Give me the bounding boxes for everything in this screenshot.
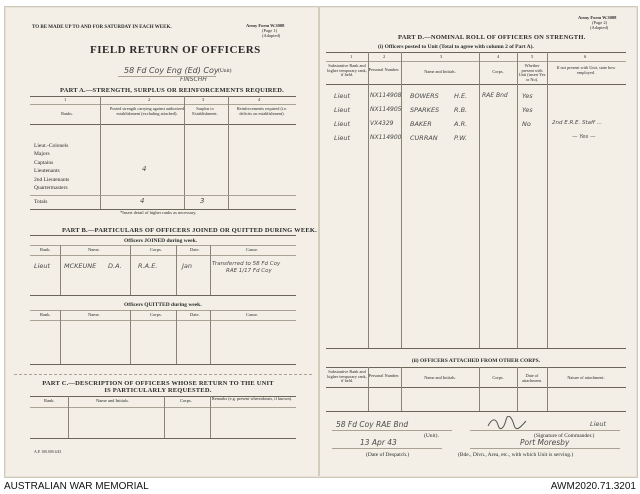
d-row-present: No [522, 120, 531, 128]
joined-vline-2 [130, 245, 131, 295]
joined-header-rule [30, 255, 296, 256]
part-a-vline-3 [228, 96, 229, 210]
d-row-rank: Lieut [334, 120, 351, 128]
d-row-name: SPARKES [410, 106, 440, 114]
d-header-number: Personal Number. [368, 67, 400, 72]
rank-2nd-lieutenants: 2nd Lieutenants [34, 177, 70, 183]
d-row-employed: — Yes — [572, 134, 596, 140]
d-row-rank: Lieut [334, 106, 351, 114]
joined-cause: Transferred to 58 Fd Coy [212, 261, 281, 267]
unit-label-p2: (Unit). [424, 433, 439, 439]
rank-lieutenants: Lieutenants [34, 168, 60, 174]
joined-header-cause: Cause. [246, 247, 259, 252]
quitted-title-rule [30, 310, 296, 311]
header-posted: Posted strength carrying against authorized establishment (excluding attached). [109, 106, 185, 116]
joined-initials: D.A. [108, 262, 122, 270]
joined-name: MCKEUNE [64, 262, 97, 270]
date-label: (Date of Despatch.) [366, 452, 410, 458]
d-vline-5 [547, 52, 548, 348]
lieutenants-count: 4 [142, 165, 147, 173]
rank-captains: Captains [34, 160, 54, 166]
page-title: FIELD RETURN OF OFFICERS [90, 44, 261, 56]
d2-header-number: Personal Number. [368, 373, 400, 378]
d-col-6: 6 [584, 54, 587, 59]
part-a-header-rule [30, 124, 296, 125]
part-d-sub-ii: (ii) OFFICERS ATTACHED FROM OTHER CORPS. [411, 358, 541, 364]
d-row-number: NX114905 [370, 106, 402, 113]
part-d-title: PART D.—NOMINAL ROLL OF OFFICERS ON STRENGTH. [398, 34, 586, 41]
army-form-number: Army Form W.3008 [246, 23, 285, 28]
d-header-rank: Substantive Rank and higher temporary rank, if held. [327, 63, 367, 78]
part-c-header-name: Name and Initials. [96, 398, 130, 403]
page-fold [318, 6, 320, 476]
quitted-vline-2 [130, 310, 131, 364]
part-c-header-corps: Corps. [180, 398, 192, 403]
army-form-number-p2: Army Form W.3008 [578, 15, 617, 20]
quitted-vline-1 [60, 310, 61, 364]
page-number-p2: (Page 2) [592, 20, 608, 25]
part-c-header-rank: Rank. [44, 398, 55, 403]
d-col-2: 2 [383, 54, 386, 59]
joined-bottom-rule [30, 295, 296, 296]
d-col-3: 3 [440, 54, 443, 59]
top-note: TO BE MADE UP TO AND FOR SATURDAY IN EACH WEEK. [32, 25, 172, 30]
d-col-1: 1 [350, 54, 353, 59]
part-c-vline-1 [68, 396, 69, 438]
d2-vline-4 [517, 367, 518, 411]
part-c-separator [14, 374, 312, 375]
d-row-number: VX4329 [370, 120, 394, 127]
d-row-present: Yes [522, 92, 533, 100]
location-underline [470, 448, 620, 449]
part-c-title: PART C.—DESCRIPTION OF OFFICERS WHOSE RETURN TO THE UNIT IS PARTICULARLY REQUESTED. [42, 380, 274, 394]
d-bottom-rule [326, 348, 626, 349]
part-d-top-rule [326, 52, 626, 53]
d-row-initials: H.E. [454, 92, 468, 100]
print-code: A.P. 100.000 4/43 [34, 450, 62, 454]
commander-signature [486, 416, 528, 430]
header-reinforcements: Reinforcements required (i.e. deficits on establishment). [236, 106, 288, 116]
d-header-present: Whether present with Unit (insert Yes or No). [518, 63, 546, 83]
part-b-top-rule [30, 235, 296, 236]
quitted-vline-3 [176, 310, 177, 364]
d-row-name: CURRAN [410, 134, 438, 142]
d-col-4: 4 [497, 54, 500, 59]
d-col-5: 5 [531, 54, 534, 59]
page-number: (Page 1) [262, 28, 278, 33]
d-row-rank: Lieut [334, 92, 351, 100]
date-underline [332, 448, 442, 449]
d-col-num-rule [326, 61, 626, 62]
d-row-present: Yes [522, 106, 533, 114]
d2-header-corps: Corps. [492, 375, 504, 380]
adapted-note: (Adapted) [262, 33, 281, 38]
d2-vline-1 [368, 367, 369, 411]
part-c-bottom-rule [30, 438, 296, 439]
joined-header-date: Date. [190, 247, 200, 252]
d2-vline-2 [401, 367, 402, 411]
quitted-title: Officers QUITTED during week. [124, 302, 202, 308]
d-vline-4 [517, 52, 518, 348]
quitted-header-corps: Corps. [150, 312, 162, 317]
d-header-rule [326, 84, 626, 85]
signature-label: (Signature of Commander.) [534, 433, 595, 439]
part-d-sub-i: (i) Officers posted to Unit (Total to agree with column 2 of Part A). [378, 44, 534, 50]
d2-vline-3 [479, 367, 480, 411]
part-a-col-1: 1 [64, 97, 67, 102]
d-row-rank: Lieut [334, 134, 351, 142]
joined-corps: R.A.E. [138, 262, 158, 270]
signature-rank: Lieut [590, 420, 607, 428]
joined-title-rule [30, 245, 296, 246]
rank-quartermasters: Quartermasters [34, 185, 68, 191]
joined-header-name: Name. [88, 247, 100, 252]
unit-underline-p2 [332, 430, 452, 431]
d-row-initials: P.W. [454, 134, 468, 142]
caption-accession: AWM2020.71.3201 [550, 481, 636, 492]
unit-handwritten-p2: 58 Fd Coy RAE Bnd [336, 420, 409, 429]
d2-header-rule [326, 387, 626, 388]
d-header-name: Name and Initials. [424, 69, 456, 74]
joined-date: Jan [182, 262, 193, 270]
part-a-col-3: 3 [202, 97, 205, 102]
part-a-title: PART A.—STRENGTH, SURPLUS OR REINFORCEMENTS REQUIRED. [60, 87, 284, 94]
d2-top-rule [326, 367, 626, 368]
d2-vline-5 [547, 367, 548, 411]
d-header-employed: If not present with Unit, state how employed. [556, 65, 616, 75]
totals-rule [30, 195, 296, 196]
quitted-header-date: Date. [190, 312, 200, 317]
part-a-num-rule [30, 104, 296, 105]
joined-vline-3 [176, 245, 177, 295]
d-vline-3 [479, 52, 480, 348]
d2-header-nature: Nature of attachment. [567, 375, 605, 380]
part-c-header-rule [30, 407, 296, 408]
caption-institution: AUSTRALIAN WAR MEMORIAL [4, 481, 149, 492]
location-label: (Bde., Divn., Area, etc., with which Unit is serving.) [458, 452, 574, 458]
location-handwritten: Port Moresby [520, 438, 570, 447]
total-surplus: 3 [200, 197, 205, 205]
unit-handwritten-2: FINSCHH [180, 76, 207, 83]
part-c-header-remarks: Remarks (e.g. present whereabouts, if known). [211, 396, 293, 401]
d-row-corps: RAE Bnd [482, 92, 508, 99]
part-b-bottom-rule [30, 364, 296, 365]
d2-header-rank: Substantive Rank and higher temporary rank, if held. [327, 369, 367, 384]
d-header-corps: Corps. [492, 69, 504, 74]
date-handwritten: 13 Apr 43 [360, 438, 397, 447]
part-a-top-rule [30, 96, 296, 97]
joined-header-corps: Corps. [150, 247, 162, 252]
d2-header-date: Date of attachment. [522, 373, 542, 383]
d-row-initials: A.R. [454, 120, 468, 128]
joined-vline-4 [210, 245, 211, 295]
d-row-name: BAKER [410, 120, 432, 128]
totals-label: Totals [34, 199, 48, 205]
joined-header-rank: Rank. [40, 247, 51, 252]
quitted-header-name: Name. [88, 312, 100, 317]
d-row-employed: 2nd E.R.E. Staff ... [552, 120, 602, 126]
part-b-title: PART B.—PARTICULARS OF OFFICERS JOINED OR QUITTED DURING WEEK. [62, 227, 318, 234]
joined-title: Officers JOINED during week. [124, 238, 198, 244]
header-ranks: Ranks. [61, 111, 73, 116]
part-a-col-2: 2 [148, 97, 151, 102]
quitted-header-rule [30, 320, 296, 321]
d-row-number: NX114908 [370, 92, 402, 99]
d-row-initials: R.B. [454, 106, 468, 114]
d-vline-1 [368, 52, 369, 348]
part-a-col-4: 4 [258, 97, 261, 102]
d-row-name: BOWERS [410, 92, 439, 100]
d-row-number: NX114900 [370, 134, 402, 141]
d2-bottom-rule [326, 411, 626, 412]
unit-underline [118, 76, 216, 77]
signature-underline [470, 430, 620, 431]
quitted-vline-4 [210, 310, 211, 364]
quitted-header-cause: Cause. [246, 312, 259, 317]
unit-label: (Unit) [218, 68, 232, 74]
rank-lt-colonels: Lieut.-Colonels [34, 143, 69, 149]
part-a-vline-1 [100, 96, 101, 210]
joined-cause-2: RAE 1/17 Fd Coy [226, 268, 272, 274]
rank-majors: Majors [34, 151, 50, 157]
quitted-header-rank: Rank. [40, 312, 51, 317]
header-surplus: Surplus to Establishment. [192, 106, 218, 116]
part-c-vline-2 [164, 396, 165, 438]
unit-handwritten: 58 Fd Coy Eng (Ed) Coy [124, 66, 219, 75]
footnote: *Insert detail of higher ranks as necessary. [120, 210, 197, 215]
joined-vline-1 [60, 245, 61, 295]
d2-header-name: Name and Initials. [424, 375, 456, 380]
adapted-note-p2: (Adapted) [590, 25, 609, 30]
part-a-vline-2 [184, 96, 185, 210]
joined-rank: Lieut [34, 262, 51, 270]
total-posted: 4 [140, 197, 145, 205]
part-c-vline-3 [210, 396, 211, 438]
